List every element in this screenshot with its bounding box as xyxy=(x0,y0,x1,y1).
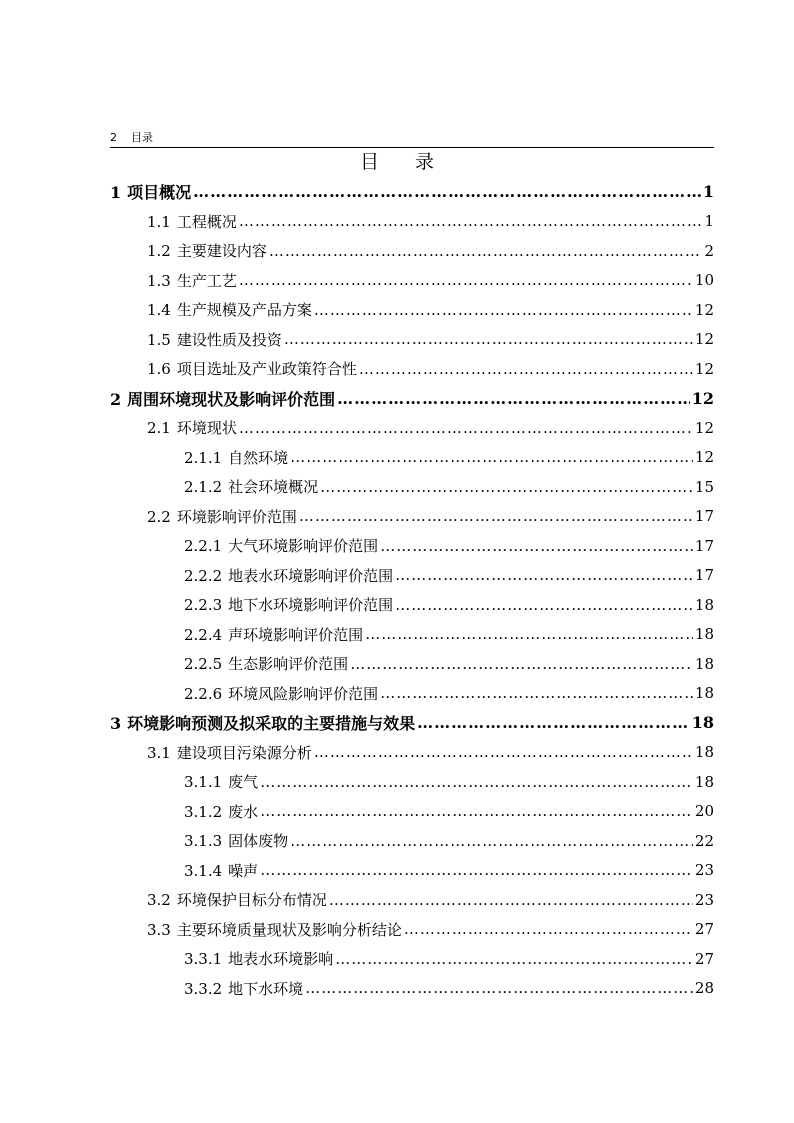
toc-entry-number: 1.4 xyxy=(147,301,171,320)
toc-entry-label: 主要环境质量现状及影响分析结论 xyxy=(176,920,402,939)
toc-leader-dots xyxy=(395,596,693,614)
toc-entry-label: 环境风险影响评价范围 xyxy=(228,684,379,703)
toc-entry-number: 3 xyxy=(110,714,122,734)
toc-entry-page: 20 xyxy=(694,802,714,821)
toc-leader-dots xyxy=(320,478,693,496)
toc-entry-label: 环境保护目标分布情况 xyxy=(176,891,327,910)
toc-entry[interactable] xyxy=(110,472,714,502)
toc-entry-page: 2 xyxy=(704,241,714,260)
toc-entry[interactable] xyxy=(110,325,714,355)
toc-entry-number: 3.1.3 xyxy=(184,832,223,851)
toc-entry-number: 2.2.4 xyxy=(184,625,223,644)
toc-entry-page: 17 xyxy=(694,566,714,585)
toc-entry-page: 18 xyxy=(694,684,714,703)
toc-entry-label: 生态影响评价范围 xyxy=(228,655,349,674)
toc-entry-label: 声环境影响评价范围 xyxy=(228,625,364,644)
toc-entry-number: 1.2 xyxy=(147,242,171,261)
toc-entry-number: 3.1.4 xyxy=(184,861,223,880)
toc-entry-number: 3.2 xyxy=(147,891,171,910)
toc-entry-label: 环境现状 xyxy=(176,419,237,438)
toc-entry-page: 17 xyxy=(694,536,714,555)
toc-entry-page: 23 xyxy=(694,890,714,909)
toc-entry[interactable] xyxy=(110,502,714,532)
toc-entry[interactable] xyxy=(110,266,714,296)
toc-entry[interactable] xyxy=(110,620,714,650)
toc-entry-page: 17 xyxy=(694,507,714,526)
toc-entry-number: 2.2.6 xyxy=(184,684,223,703)
toc-entry-label: 生产规模及产品方案 xyxy=(176,301,312,320)
toc-entry-page: 18 xyxy=(694,743,714,762)
toc-leader-dots xyxy=(269,242,703,260)
toc-entry-number: 1.6 xyxy=(147,360,171,379)
toc-leader-dots xyxy=(337,389,690,408)
toc-entry-page: 12 xyxy=(694,330,714,349)
toc-heading xyxy=(0,150,794,174)
toc-entry-number: 2.2.1 xyxy=(184,537,223,556)
toc-entry-label: 主要建设内容 xyxy=(176,242,267,261)
toc-entry-label: 生产工艺 xyxy=(176,271,237,290)
toc-entry[interactable] xyxy=(110,885,714,915)
toc-entry-page: 27 xyxy=(694,949,714,968)
toc-entry-number: 1 xyxy=(110,183,122,203)
toc-entry[interactable] xyxy=(110,354,714,384)
toc-heading-char-2: 录 xyxy=(415,151,435,173)
toc-entry-number: 3.3.1 xyxy=(184,950,223,969)
toc-entry-page: 18 xyxy=(694,772,714,791)
toc-entry-page: 18 xyxy=(694,625,714,644)
header-page-number: 2 xyxy=(110,131,117,144)
toc-leader-dots xyxy=(239,212,703,230)
toc-entry-number: 3.1.2 xyxy=(184,802,223,821)
toc-entry-page: 23 xyxy=(694,861,714,880)
toc-entry[interactable] xyxy=(110,944,714,974)
toc-leader-dots xyxy=(314,301,693,319)
toc-entry-page: 15 xyxy=(694,477,714,496)
toc-entry-number: 3.3.2 xyxy=(184,979,223,998)
table-of-contents xyxy=(110,177,714,1003)
toc-entry[interactable] xyxy=(110,295,714,325)
toc-leader-dots xyxy=(404,920,693,938)
toc-entry[interactable] xyxy=(110,649,714,679)
toc-entry[interactable] xyxy=(110,826,714,856)
toc-leader-dots xyxy=(359,360,693,378)
toc-entry-number: 2.1.2 xyxy=(184,478,223,497)
toc-entry-number: 3.1.1 xyxy=(184,773,223,792)
toc-leader-dots xyxy=(260,773,693,791)
toc-entry-number: 3.3 xyxy=(147,920,171,939)
toc-entry-page: 12 xyxy=(694,359,714,378)
toc-leader-dots xyxy=(395,566,693,584)
toc-entry-label: 自然环境 xyxy=(228,448,289,467)
toc-leader-dots xyxy=(193,182,701,201)
toc-entry-label: 项目选址及产业政策符合性 xyxy=(176,360,357,379)
toc-entry-label: 建设性质及投资 xyxy=(176,330,282,349)
toc-entry[interactable] xyxy=(110,177,714,207)
toc-entry-page: 12 xyxy=(694,300,714,319)
toc-entry-label: 环境影响预测及拟采取的主要措施与效果 xyxy=(127,714,416,734)
toc-entry-page: 18 xyxy=(691,713,714,733)
toc-entry-label: 地表水环境影响 xyxy=(228,950,334,969)
toc-entry-label: 周围环境现状及影响评价范围 xyxy=(127,389,336,409)
toc-leader-dots xyxy=(350,655,693,673)
toc-entry-page: 12 xyxy=(691,388,714,408)
toc-entry-label: 地下水环境 xyxy=(228,979,304,998)
header-section-title: 目录 xyxy=(131,131,153,144)
toc-leader-dots xyxy=(239,271,693,289)
toc-leader-dots xyxy=(290,448,693,466)
toc-entry-label: 建设项目污染源分析 xyxy=(176,743,312,762)
toc-entry-page: 22 xyxy=(694,831,714,850)
toc-entry-page: 10 xyxy=(694,271,714,290)
toc-heading-char-1: 目 xyxy=(359,151,379,173)
toc-leader-dots xyxy=(260,802,693,820)
toc-entry-label: 项目概况 xyxy=(127,183,192,203)
toc-entry-label: 社会环境概况 xyxy=(228,478,319,497)
toc-entry[interactable] xyxy=(110,915,714,945)
toc-leader-dots xyxy=(239,419,693,437)
toc-entry-number: 2 xyxy=(110,389,122,409)
toc-entry[interactable] xyxy=(110,443,714,473)
toc-entry-number: 2.2.5 xyxy=(184,655,223,674)
toc-entry-page: 18 xyxy=(694,595,714,614)
toc-entry-number: 1.1 xyxy=(147,212,171,231)
toc-entry-page: 27 xyxy=(694,920,714,939)
toc-entry-number: 2.2.2 xyxy=(184,566,223,585)
toc-entry-page: 1 xyxy=(704,212,714,231)
toc-entry-page: 12 xyxy=(694,418,714,437)
toc-entry-number: 2.2.3 xyxy=(184,596,223,615)
toc-entry-number: 1.3 xyxy=(147,271,171,290)
toc-leader-dots xyxy=(314,743,693,761)
toc-entry[interactable] xyxy=(110,561,714,591)
toc-entry-label: 固体废物 xyxy=(228,832,289,851)
toc-entry[interactable] xyxy=(110,767,714,797)
toc-leader-dots xyxy=(380,537,693,555)
toc-entry[interactable] xyxy=(110,236,714,266)
toc-entry-page: 18 xyxy=(694,654,714,673)
toc-entry-label: 废水 xyxy=(228,802,259,821)
toc-leader-dots xyxy=(260,861,693,879)
toc-entry-label: 环境影响评价范围 xyxy=(176,507,297,526)
toc-leader-dots xyxy=(417,713,690,732)
toc-entry-number: 2.1 xyxy=(147,419,171,438)
toc-entry-number: 1.5 xyxy=(147,330,171,349)
toc-entry-label: 地下水环境影响评价范围 xyxy=(228,596,394,615)
toc-entry[interactable] xyxy=(110,531,714,561)
toc-entry[interactable] xyxy=(110,384,714,414)
toc-entry-label: 噪声 xyxy=(228,861,259,880)
toc-entry-label: 地表水环境影响评价范围 xyxy=(228,566,394,585)
toc-leader-dots xyxy=(284,330,693,348)
toc-leader-dots xyxy=(329,891,693,909)
toc-entry-label: 大气环境影响评价范围 xyxy=(228,537,379,556)
toc-entry[interactable] xyxy=(110,413,714,443)
toc-entry-label: 工程概况 xyxy=(176,212,237,231)
toc-leader-dots xyxy=(335,950,693,968)
toc-entry[interactable] xyxy=(110,856,714,886)
toc-entry-number: 2.1.1 xyxy=(184,448,223,467)
toc-leader-dots xyxy=(299,507,693,525)
toc-entry-number: 2.2 xyxy=(147,507,171,526)
running-header xyxy=(110,131,714,147)
toc-entry-page: 12 xyxy=(694,448,714,467)
toc-entry[interactable] xyxy=(110,974,714,1004)
toc-entry-page: 28 xyxy=(694,979,714,998)
toc-leader-dots xyxy=(380,684,693,702)
toc-leader-dots xyxy=(305,979,693,997)
toc-entry[interactable] xyxy=(110,797,714,827)
header-divider xyxy=(110,147,714,148)
toc-entry[interactable] xyxy=(110,590,714,620)
toc-entry[interactable] xyxy=(110,738,714,768)
toc-entry[interactable] xyxy=(110,207,714,237)
toc-entry-page: 1 xyxy=(702,182,714,202)
toc-leader-dots xyxy=(290,832,693,850)
toc-leader-dots xyxy=(365,625,693,643)
toc-entry[interactable] xyxy=(110,679,714,709)
toc-entry[interactable] xyxy=(110,708,714,738)
toc-entry-number: 3.1 xyxy=(147,743,171,762)
toc-entry-label: 废气 xyxy=(228,773,259,792)
